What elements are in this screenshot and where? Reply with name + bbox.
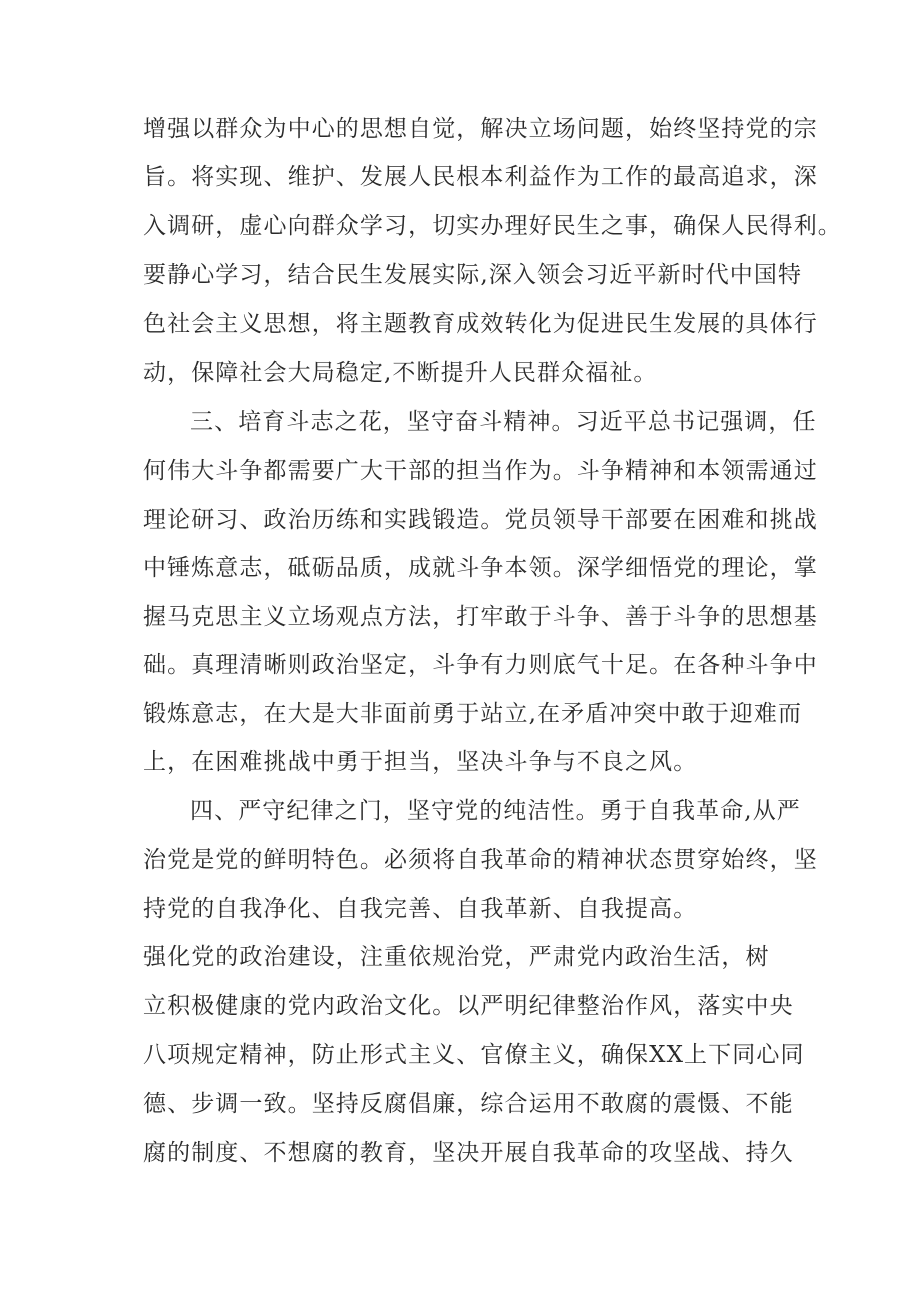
text-line: 何伟大斗争都需要广大干部的担当作为。斗争精神和本领需通过 bbox=[143, 458, 818, 484]
text-line: 锻炼意志，在大是大非面前勇于站立,在矛盾冲突中敢于迎难而 bbox=[143, 701, 803, 727]
text-line: 立积极健康的党内政治文化。以严明纪律整治作风，落实中央 bbox=[143, 993, 794, 1019]
text-line: 中锤炼意志，砥砺品质，成就斗争本领。深学细悟党的理论，掌 bbox=[143, 555, 818, 581]
text-line: 理论研习、政治历练和实践锻造。党员领导干部要在困难和挑战 bbox=[143, 507, 818, 533]
text-line: 上，在困难挑战中勇于担当，坚决斗争与不良之风。 bbox=[143, 749, 698, 775]
text-line: 德、步调一致。坚持反腐倡廉，综合运用不敢腐的震慑、不能 bbox=[143, 1091, 794, 1117]
text-line: 入调研，虚心向群众学习，切实办理好民生之事，确保人民得利。 bbox=[143, 213, 842, 239]
text-line: 强化党的政治建设，注重依规治党，严肃党内政治生活，树 bbox=[143, 944, 770, 970]
paragraph-start-line: 四、严守纪律之门，坚守党的纯洁性。勇于自我革命,从严 bbox=[190, 798, 801, 824]
text-line: 动，保障社会大局稳定,不断提升人民群众福祉。 bbox=[143, 360, 658, 386]
text-line: 握马克思主义立场观点方法，打牢敢于斗争、善于斗争的思想基 bbox=[143, 604, 818, 630]
text-line: 增强以群众为中心的思想自觉，解决立场问题，始终坚持党的宗 bbox=[143, 116, 818, 142]
text-line: 腐的制度、不想腐的教育，坚决开展自我革命的攻坚战、持久 bbox=[143, 1140, 794, 1166]
text-line: 础。真理清晰则政治坚定，斗争有力则底气十足。在各种斗争中 bbox=[143, 652, 818, 678]
text-line: 持党的自我净化、自我完善、自我革新、自我提高。 bbox=[143, 896, 698, 922]
text-line: 八项规定精神，防止形式主义、官僚主义，确保XX上下同心同 bbox=[143, 1042, 805, 1068]
text-line: 色社会主义思想，将主题教育成效转化为促进民生发展的具体行 bbox=[143, 311, 818, 337]
text-line: 治党是党的鲜明特色。必须将自我革命的精神状态贯穿始终，坚 bbox=[143, 847, 818, 873]
paragraph-start-line: 三、培育斗志之花，坚守奋斗精神。习近平总书记强调，任 bbox=[190, 409, 817, 435]
text-line: 要静心学习，结合民生发展实际,深入领会习近平新时代中国特 bbox=[143, 262, 803, 288]
text-line: 旨。将实现、维护、发展人民根本利益作为工作的最高追求，深 bbox=[143, 164, 818, 190]
